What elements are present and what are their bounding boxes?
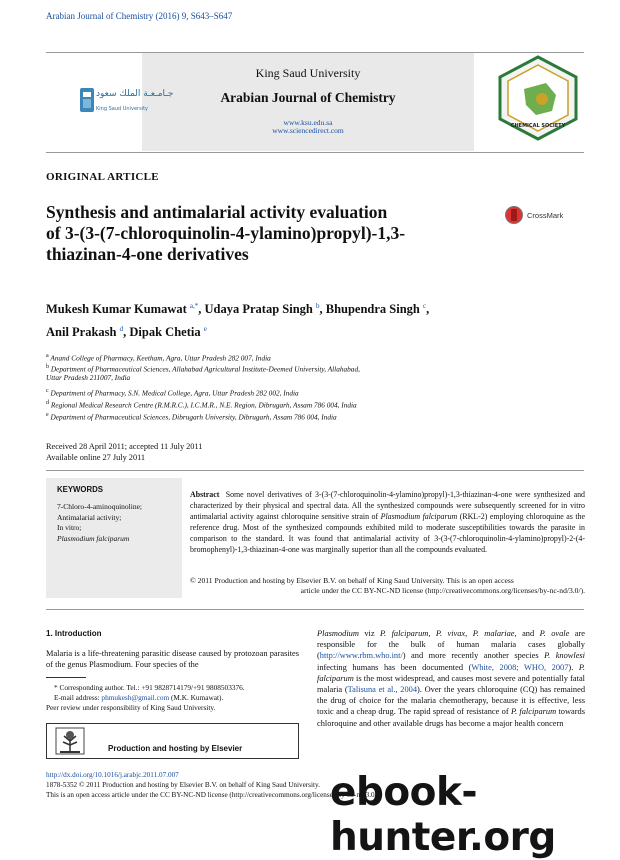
affiliation-b-cont [46, 373, 586, 384]
author-name: Mukesh Kumar Kumawat [46, 302, 187, 317]
species-name: P. malariae [472, 629, 515, 638]
author-name: Anil Prakash [46, 325, 117, 340]
affiliation-mark: b [46, 364, 50, 370]
received-date: Received 28 April 2011; accepted 11 July 2011 [46, 442, 203, 451]
email-note [46, 693, 306, 703]
chemical-society-logo [496, 55, 580, 141]
peer-review-note: Peer review under responsibility of King Saud University. [46, 702, 216, 712]
affiliation-text: Regional Medical Research Centre (R.M.R.C.), I.C.M.R., N.E. Region, Dibrugarh, Assam 786 004, India [50, 400, 357, 410]
affiliation-mark: e [46, 412, 49, 418]
crossmark-button[interactable] [505, 205, 563, 225]
license-line: This is an open access article under the CC BY-NC-ND license (http://creativecommons.org/licenses/by-nc-nd/3.0/). [46, 791, 381, 799]
author-affiliation-mark[interactable]: a,* [189, 302, 199, 310]
author-name: Udaya Pratap Singh [204, 302, 313, 317]
affiliation-text: Department of Pharmaceutical Sciences, Dibrugarh University, Dibrugarh, Assam 786 004, India [50, 412, 337, 422]
logo-english-text: King Saud University [96, 106, 148, 112]
intro-left-column: Malaria is a life-threatening parasitic disease caused by protozoan parasites of the genus Plasmodium. Four species of the [46, 649, 299, 670]
watermark-text: ebook-hunter.org [330, 770, 556, 860]
citation-link[interactable]: White, 2008; WHO, 2007 [471, 662, 569, 672]
rbm-link[interactable]: http://www.rbm.who.int/ [319, 651, 403, 661]
abstract-text-1: Some novel derivatives of 3-(3-(7-chloroquinolin-4-ylamino)propyl)-1,3-thiazinan-4-one were synthesized and characterized by their physical and spectral data. All the synthesized compounds were subsequently screened for in vitro antimalarial activity against chloroquine sensitive strain of [190, 490, 585, 521]
author-affiliation-mark[interactable]: d [119, 325, 124, 334]
elsevier-tree-icon [55, 727, 85, 755]
intro-text: towards chloroquine and other available drugs has become a major health concern [317, 707, 585, 728]
abstract-species: Plasmodium falciparum [380, 512, 458, 521]
intro-right-column [317, 628, 585, 729]
affiliation-d [46, 398, 586, 411]
email-suffix: (M.K. Kumawat). [169, 692, 224, 702]
abstract-body [190, 489, 585, 555]
dates-rule [46, 470, 584, 471]
logo-society-text: CHEMICAL SOCIETY [510, 123, 566, 129]
footnote-rule [46, 677, 86, 678]
intro-text: , [465, 629, 473, 638]
affiliation-mark: d [46, 400, 50, 406]
intro-text: are responsible for the bulk of human malaria cases globally ( [317, 629, 586, 661]
king-saud-university-logo [80, 84, 174, 118]
citation-link[interactable]: Talisuna et al., 2004 [347, 685, 418, 695]
abstract-rule [46, 609, 584, 610]
keyword-item: Antimalarial activity; [57, 512, 122, 522]
section-heading-introduction: 1. Introduction [46, 629, 102, 638]
issn-line: 1878-5352 © 2011 Production and hosting by Elsevier B.V. on behalf of King Saud University. [46, 781, 320, 789]
header-top-rule [46, 52, 584, 53]
affiliation-c [46, 386, 586, 399]
keywords-title: KEYWORDS [57, 485, 103, 494]
author-affiliation-mark[interactable]: e [203, 325, 207, 334]
species-name: P. ovale [539, 629, 570, 638]
affiliation-mark: a [46, 353, 49, 359]
intro-text: ). [568, 662, 579, 672]
author-affiliation-mark[interactable]: c [423, 302, 427, 310]
species-name: P. falciparum [317, 662, 586, 683]
article-dates [46, 441, 202, 463]
footnotes [46, 683, 306, 712]
genus-name: Plasmodium [317, 629, 359, 638]
intro-text: ). Over the years chloroquine (CQ) has remained the drug of choice for the malaria chemotherapy, because it is effective, less toxic and a cheap drug. The rapid spread of resistance of [317, 685, 586, 717]
corresponding-author-note: * Corresponding author. Tel.: +91 9828714179/+91 9808503376. [54, 683, 245, 692]
doi-link[interactable]: http://dx.doi.org/10.1016/j.arabjc.2011.07.007 [46, 771, 179, 779]
email-label: E-mail address: [54, 692, 102, 702]
author-name: Bhupendra Singh [325, 302, 420, 317]
intro-text: infecting humans has been documented ( [317, 662, 472, 672]
keywords-list [57, 502, 142, 544]
header-bottom-rule [46, 152, 584, 153]
author-name: Dipak Chetia [129, 325, 201, 340]
intro-text: is the most widespread, and causes most severe and potentially fatal malaria ( [317, 673, 585, 695]
available-date: Available online 27 July 2011 [46, 453, 146, 462]
keyword-item: 7-Chloro-4-aminoquinoline; [57, 502, 142, 511]
abstract-text-2: (RKL-2) employing chloroquine as the reference drug. Most of the synthesized compounds exhibited mild to moderate susceptibilities towards the parasite in comparison to the standard. It was found that antimalarial activity of 3-(3-(7-chloroquinolin-4-ylamino)propyl)-2-(4-bromophenyl)-1,3-thiazinan-4-one was marginally superior than all the compounds evaluated. [190, 512, 585, 554]
species-name: P. vivax [435, 629, 466, 638]
journal-name: Arabian Journal of Chemistry [220, 90, 396, 105]
intro-text: ) and more recently another species [402, 651, 545, 661]
affiliation-e [46, 410, 586, 423]
crossmark-icon [505, 205, 523, 225]
article-title [46, 202, 476, 265]
intro-text: , and [514, 629, 540, 638]
author-affiliation-mark[interactable]: b [315, 302, 320, 310]
ksu-url-link[interactable]: www.ksu.edu.sa [283, 118, 333, 127]
abstract-label: Abstract [190, 490, 220, 499]
affiliation-text: Department of Pharmaceutical Sciences, Allahabad Agricultural Institute-Deemed University, Allahabad, [50, 364, 360, 374]
article-type: ORIGINAL ARTICLE [46, 171, 159, 183]
logo-arabic-text: جـامـعـة الملك سعود [96, 89, 174, 99]
university-name: King Saud University [255, 66, 361, 80]
species-name: P. knowlesi [544, 651, 586, 661]
abstract-copyright-1: © 2011 Production and hosting by Elsevier B.V. on behalf of King Saud University. This is an open access [190, 576, 514, 585]
species-name: P. falciparum [380, 629, 429, 638]
affiliation-text: Department of Pharmacy, S.N. Medical College, Agra, Uttar Pradesh 282 002, India [50, 388, 299, 398]
keyword-item: In vitro; [57, 523, 82, 532]
author-list: Mukesh Kumar Kumawat $^{a,*}$, Udaya Pratap Singh $^b$, Bhupendra Singh $^c$, Anil Prakash $^d$, Dipak Chetia $^e$ [46, 302, 430, 340]
title-line-2: of 3-(3-(7-chloroquinolin-4-ylamino)propyl)-1,3- [46, 223, 406, 243]
citation-line[interactable]: Arabian Journal of Chemistry (2016) 9, S643–S647 [46, 11, 233, 21]
email-link[interactable]: phmukesh@gmail.com [101, 692, 170, 702]
crossmark-label: CrossMark [527, 210, 564, 220]
abstract-copyright-2: article under the CC BY-NC-ND license (http://creativecommons.org/licenses/by-nc-nd/3.0/). [300, 586, 585, 595]
intro-text: , [428, 629, 436, 638]
title-line-1: Synthesis and antimalarial activity evaluation [46, 202, 388, 222]
affiliation-text: Uttar Pradesh 211007, India [46, 373, 131, 382]
production-label: Production and hosting by Elsevier [108, 744, 243, 753]
keyword-item: Plasmodium falciparum [57, 533, 130, 543]
affiliation-mark: c [46, 388, 49, 394]
intro-text: viz [358, 629, 381, 638]
species-name: P. falciparum [510, 707, 557, 717]
affiliation-text: Anand College of Pharmacy, Keetham, Agra, Uttar Pradesh 282 007, India [50, 353, 271, 363]
sciencedirect-url-link[interactable]: www.sciencedirect.com [272, 126, 344, 135]
title-line-3: thiazinan-4-one derivatives [46, 244, 249, 264]
